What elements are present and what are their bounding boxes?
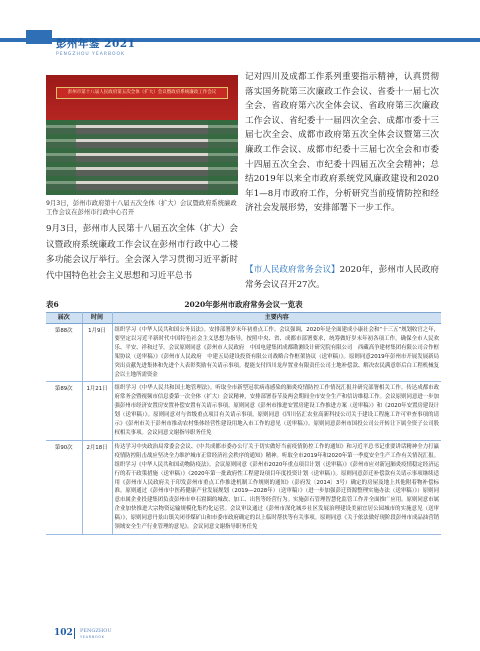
- section-text: 2020年，彭州市人民政府常务会议召开27次。: [245, 265, 439, 290]
- photo-left-greenery: [46, 120, 76, 195]
- header-session: 届次: [46, 313, 82, 324]
- table-caption: [46, 297, 441, 311]
- yearbook-subtitle: PENGZHOU YEARBOOK: [56, 52, 125, 57]
- table-title: 2020年彭州市政府常务会议一览表: [184, 300, 303, 309]
- table-row: [46, 382, 441, 440]
- table-row: [46, 440, 441, 534]
- meeting-photo: [46, 75, 238, 195]
- row-date: 1月9日: [82, 324, 112, 382]
- page-number: 102: [54, 628, 73, 638]
- row-session: 第90次: [46, 440, 82, 534]
- body-text-left: 9月3日，彭州市人民第十八届五次全体（扩大）会议暨政府系统廉政工作会议在彭州市行政中心二楼多功能会议厅举行。全会深入学习贯彻习近平新时代中国特色社会主义思想和习近平总书: [46, 224, 238, 281]
- body-text-right-second: [245, 263, 439, 292]
- section-tag: 【市人民政府常务会议】: [245, 265, 340, 275]
- page-header: [0, 0, 480, 62]
- row-session: 第88次: [46, 324, 82, 382]
- footer-text-secondary: YEARBOOK: [80, 635, 105, 639]
- footer-text-primary: PENGZHOU: [80, 628, 112, 634]
- row-content: 传达学习中央政治局常委会会议、《中共成都市委办公厅关于切实做好当前疫情防控工作的通知》和习近平总书记重要讲话精神全力打赢疫情防控阻击战应坚决全力维护城市正常经济社会秩序的通知》精神。听取全市2019年和2020年第一季度安全生产工作有关情况汇报。组织学习《中华人民共和国动物防疫法》。会议原则同意《彭州市2020年重点项目计划（送审稿）》《彭州市应对新冠肺炎疫情稳定经济运行的若干政策措施（送审稿）》《2020年第一批政府性工程建设项目年度投资计划（送审稿）》。原则同意彭迁补偿款有关请示事项继续适用《彭州市人民政府关于印发彭州市重点工作推进机制工作规则的通知》（彭府发〔2014〕3号）确定的房屋及地上其他附着物补偿标准。原则通过《彭州市中医药健康产业发展规划（2019—2028年）（送审稿）》（进一步加强彭迁资源整理实施办法（送审稿）》）原则同意市属企业投建集团负责彭州市申石窟圈的城改、加工、出售等经营行为。实施彭石管理智慧化监管工作并全面推广应用。原则同意市属企业加快推进大宗物资运输规模化集约化运营。会议审议通过《彭州市深化城乡社区发展治理建设美丽宜居公园城市的实施意见（送审稿）》，原则同意丹景山镇关闭非煤矿山和市委市政府确定的以上临时帮扶等有关事项。原则同意《关于依法做好现阶段彭州市成品油营销领域安全生产行业管理的意见》。会议同意文谢指导职务任免: [112, 440, 441, 534]
- row-session: 第89次: [46, 382, 82, 440]
- meeting-table: [46, 312, 441, 535]
- row-date: 2月18日: [82, 440, 112, 534]
- footer-divider: [74, 628, 75, 639]
- table-row: [46, 324, 441, 382]
- photo-caption: 9月3日，彭州市政府第十八届五次全体（扩大）会议暨政府系统廉政工作会议在彭州市行政中心召开: [46, 200, 237, 216]
- header-content: 主要内容: [112, 313, 441, 324]
- body-text-right: 记对四川及成都工作系列重要指示精神，认真贯彻落实国务院第三次廉政工作会议、省委十一届七次全会、省政府第六次全体会议、省政府第三次廉政工作会议、省纪委十一届四次全会、成都市委十三届七次全会、成都市政府第五次全体会议暨第三次廉政工作会议、成都市纪委十三届七次全会和市委十四届五次全会、市纪委十四届五次全会精神；总结2019年以来全市政府系统党风廉政建设和2020年1—8月市政府工作，分析研究当前疫情防控和经济社会发展形势，安排部署下一步工作。: [245, 72, 439, 214]
- photo-banner: 彭州市第十八届人民政府第五次全体（扩大）会议暨政府系统廉政工作会议: [56, 87, 228, 99]
- yearbook-title: 彭州年鉴 2021: [56, 38, 136, 50]
- table-header-row: [46, 313, 441, 324]
- page-footer: [0, 620, 480, 651]
- header-date: 时间: [82, 313, 112, 324]
- table-number: 表6: [46, 300, 59, 309]
- row-content: 组织学习《中华人民共和国公务员法》。安排部署岁末年初重点工作。会议强调，2020年是全面建成小康社会和“十三五”规划收官之年，要坚定以习近平新时代中国特色社会主义思想为指导，按照中央、省、成都市部署要求，统筹做好岁末年初各项工作，确保全市人民欢乐、平安、祥和过节。会议原则同意《彭州市人民政府 中国电建集团成都勘测设计研究院有限公司 西藏高争建材集团有限公司合作框架协议（送审稿）》《彭州市人民政府 中建五局建设投资有限公司战略合作框架协议（送审稿）》。原则同意2019年彭州市开展发展新局突出贡献先进集体和先进个人表彰奖励有关请示事项。提能支付四川龙岸置业有限责任公司土地补偿款、解决农民满意彰后白工程机械复会以土地所需资金: [112, 324, 441, 382]
- row-date: 1月21日: [82, 382, 112, 440]
- photo-right-greenery: [208, 120, 238, 195]
- row-content: 组织学习《中华人民共和国土地管理法》。听取全市新型冠状病毒感染的肺炎疫情防控工作情况汇报并研究部署相关工作。传达成都市政府常务会暨视频市信息委第一次全体（扩大）会议精神，安排部署春节及两会期间全市安全生产和信访维稳工作。会议原则同意进一步加强彭州市经济安置房安置补偿安置有关请示事项。原则同意《彭州市推进安置房建设工作推进方案（送审稿）》和《2020年安置房建设计划（送审稿）》。原则同意对与省级重点项目有关请示事项。原则同意《四川伍汇农业高新科技公司关于建设工程施工许可审查事项的请示》《彭州市关于彭州市推动农村集体经营性建设用地入市工作的意见（送审稿）》。原则同意彭州市国投公司公开转让下属全资子公司股权相关事项。会议同意文谢指导职务任免: [112, 382, 441, 440]
